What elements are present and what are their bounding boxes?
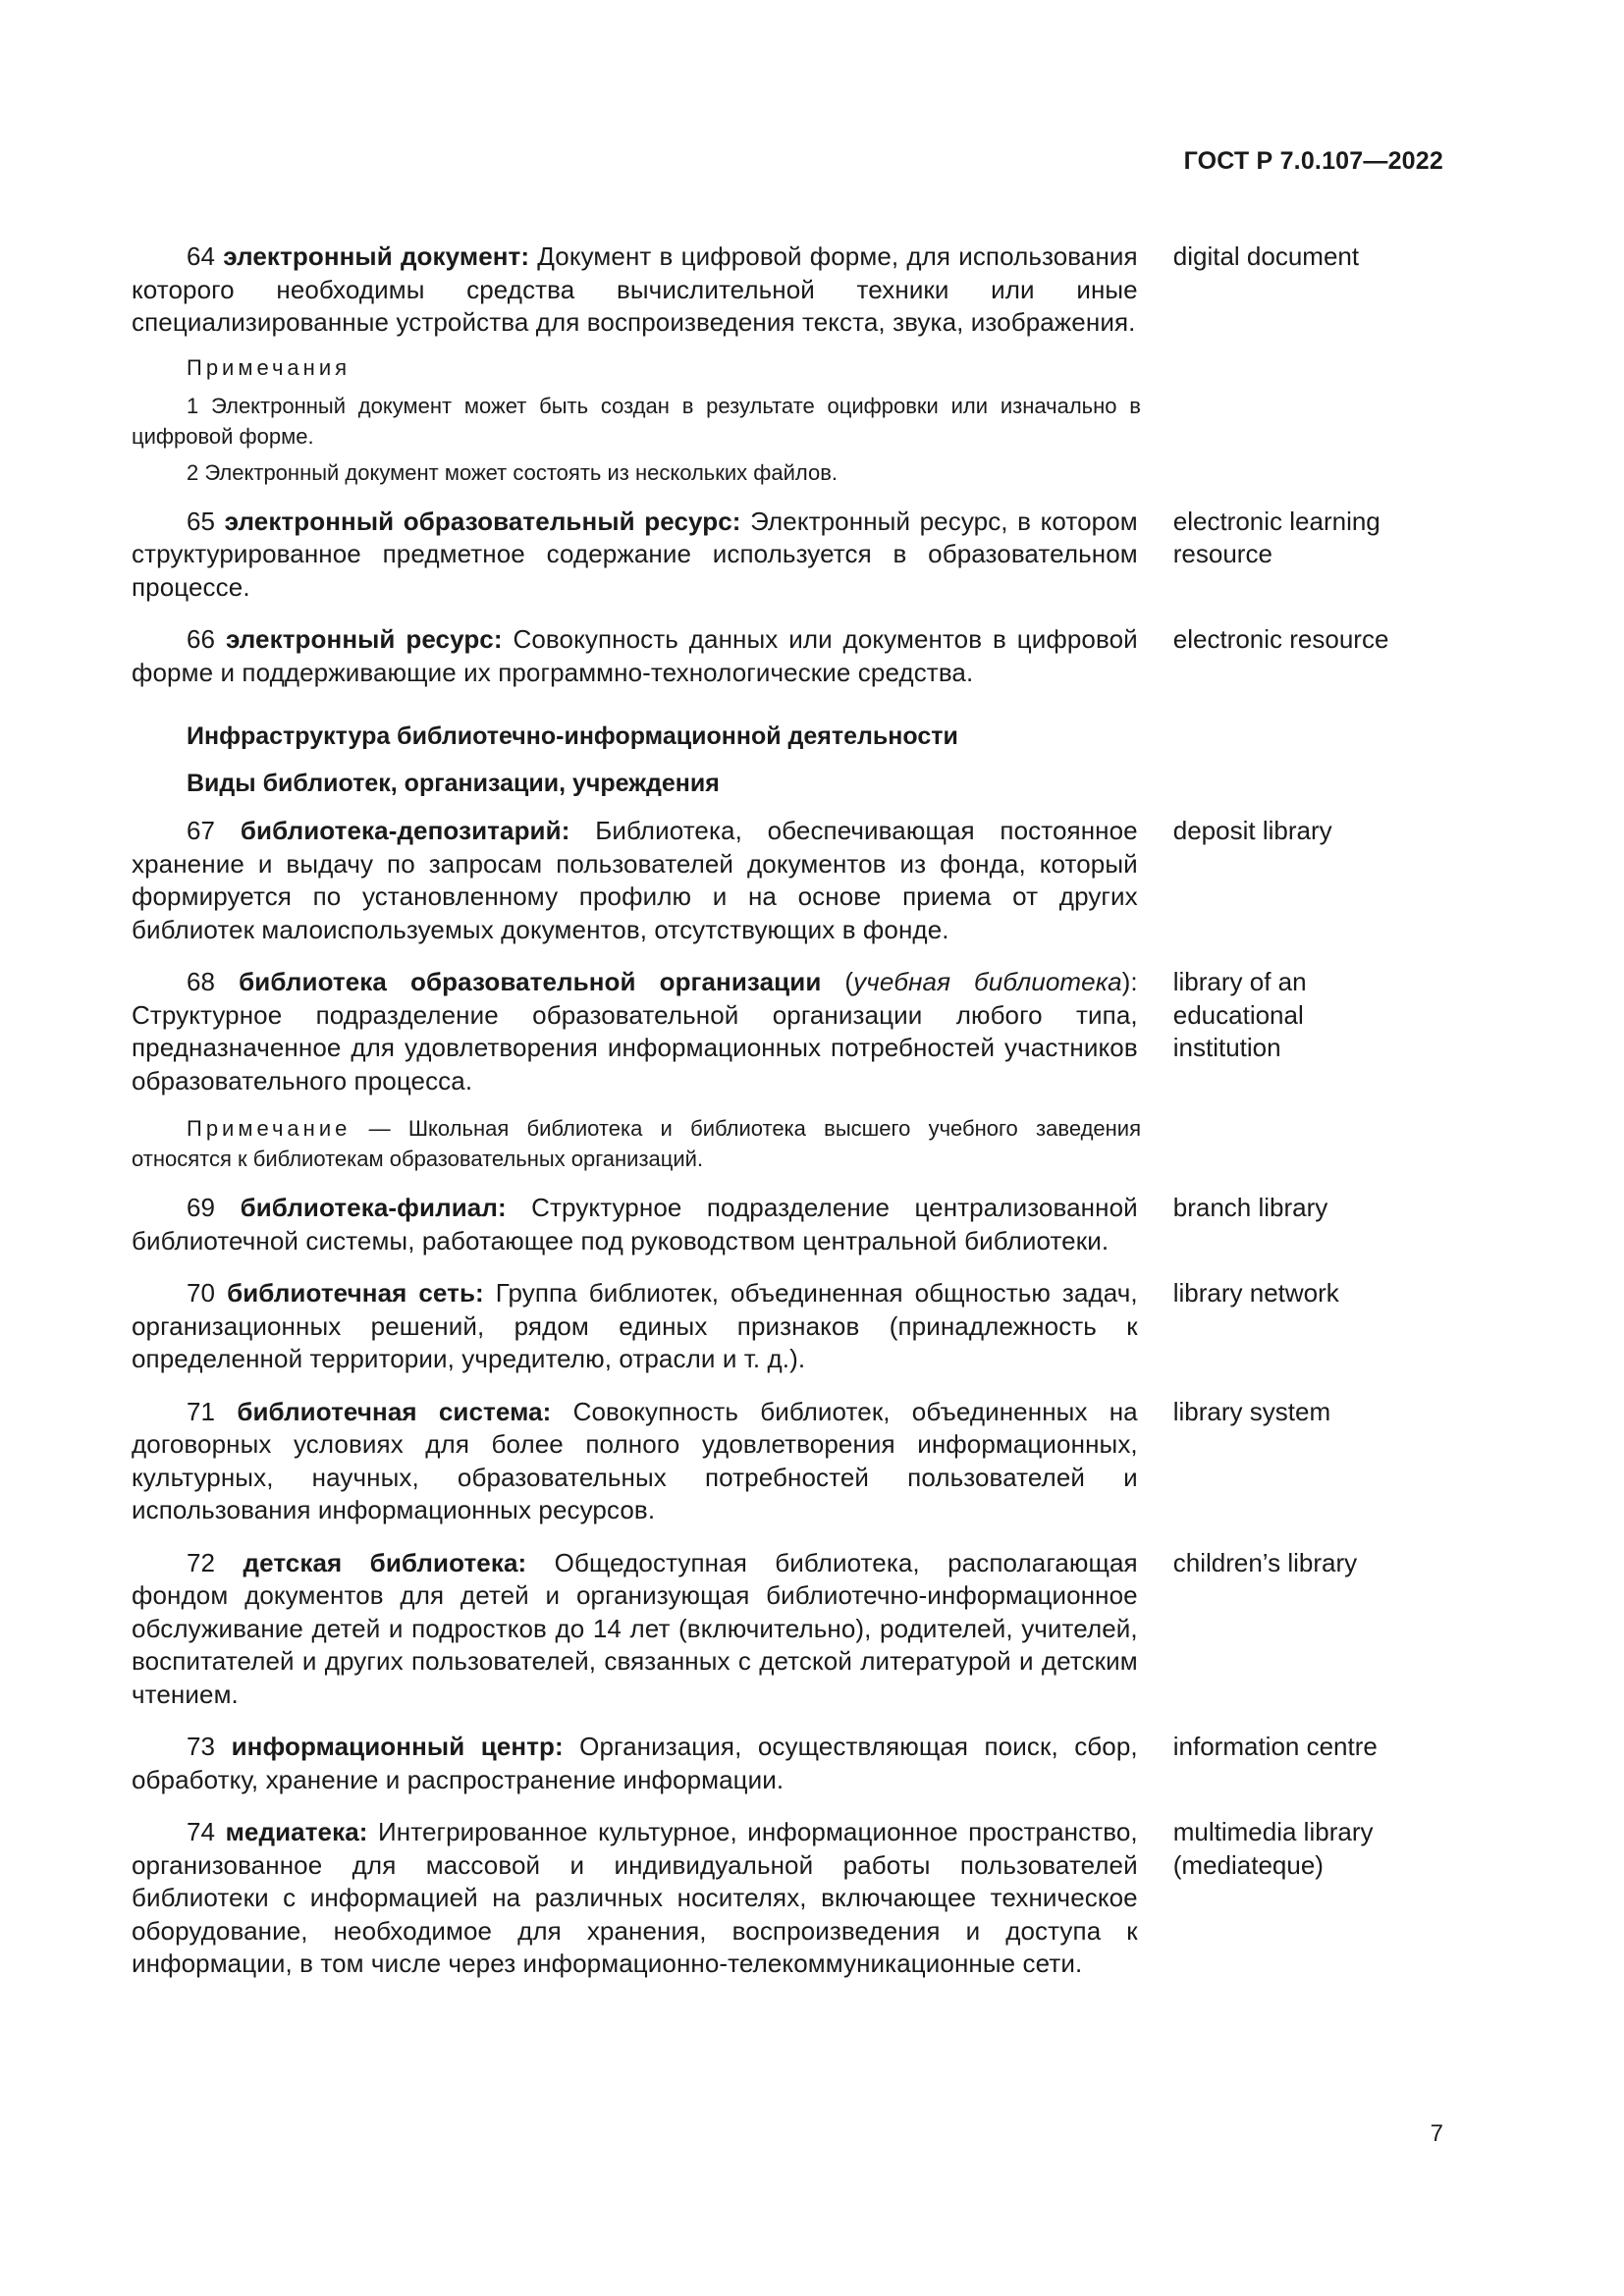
term-entry-64: [132, 240, 1408, 340]
term-number: 73: [187, 1732, 216, 1761]
english-equivalent: electronic resource: [1172, 624, 1389, 654]
note-text: — Школьная библиотека и библиотека высшего учебного заведения относятся к библиотекам образовательных организаций.: [132, 1116, 1141, 1171]
term-name: медиатека:: [225, 1817, 368, 1846]
english-equivalent: information centre: [1172, 1732, 1378, 1761]
note-item: [132, 1113, 1141, 1174]
term-name: библиотечная система:: [237, 1396, 552, 1426]
section-heading-library-types: Виды библиотек, организации, учреждения: [187, 770, 720, 797]
definition-text: Группа библиотек, объединенная общностью задач, организационных решений, рядом единых признаков (принадлежность к определенной территории, учредителю, отрасли и т. д.).: [132, 1278, 1138, 1373]
term-entry-71: [132, 1396, 1408, 1527]
definition-text: Организация, осуществляющая поиск, сбор, обработку, хранение и распространение информации.: [132, 1732, 1138, 1794]
term-number: 65: [187, 506, 216, 536]
definition-text: Библиотека, обеспечивающая постоянное хранение и выдачу по запросам пользователей документов из фонда, который формируется по установленному профилю и на основе приема от других библиотек малоиспользуемых документов, отсутствующих в фонде.: [132, 816, 1138, 944]
note-item: 1 Электронный документ может быть создан в результате оцифровки или изначально в цифровой форме.: [132, 393, 1141, 449]
term-number: 71: [187, 1396, 216, 1426]
term-name: электронный образовательный ресурс:: [224, 506, 741, 536]
term-entry-69: [132, 1192, 1408, 1257]
term-name: библиотека-депозитарий:: [240, 816, 570, 845]
paren-close: ):: [1121, 967, 1138, 996]
term-definition: [132, 1277, 1138, 1376]
term-definition: [132, 1192, 1138, 1257]
definition-text: Электронный ресурс, в котором структурированное предметное содержание используется в образовательном процессе.: [132, 506, 1138, 602]
english-equivalent: library of an educational institution: [1172, 967, 1307, 1062]
notes-block-64: [132, 355, 1141, 488]
term-name: информационный центр:: [231, 1732, 564, 1761]
term-entry-67: [132, 815, 1408, 946]
term-name: электронный документ:: [223, 241, 530, 271]
term-number: 69: [187, 1193, 216, 1222]
term-entry-73: [132, 1731, 1408, 1796]
term-entry-72: [132, 1547, 1408, 1712]
definition-text: Совокупность библиотек, объединенных на договорных условиях для более полного удовлетворения информационных, культурных, научных, образовательных потребностей пользователей и использования информационных ресурсов.: [132, 1396, 1138, 1524]
term-number: 66: [187, 624, 216, 654]
english-equivalent: deposit library: [1172, 816, 1332, 845]
term-name: библиотека-филиал:: [240, 1193, 507, 1222]
term-definition: [132, 1731, 1138, 1796]
document-code: ГОСТ Р 7.0.107—2022: [1183, 147, 1443, 175]
paren-open: (: [821, 967, 854, 996]
notes-title: Примечания: [187, 354, 352, 380]
definition-text: Общедоступная библиотека, располагающая фондом документов для детей и организующая библиотечно-информационное обслуживание детей и подростков до 14 лет (включительно), родителей, учителей, воспитателей и других пользователей, связанных с детской литературой и детским чтением.: [132, 1547, 1138, 1709]
term-entry-66: [132, 623, 1408, 689]
english-equivalent: electronic learning resource: [1172, 506, 1380, 568]
term-name: детская библиотека:: [243, 1547, 527, 1577]
term-definition: [132, 1547, 1138, 1712]
term-name: библиотека образовательной организации: [239, 967, 822, 996]
note-item: 2 Электронный документ может состоять из нескольких файлов.: [187, 459, 839, 485]
english-equivalent: digital document: [1172, 241, 1360, 271]
note-label: Примечание: [187, 1116, 352, 1141]
note-block-68: [132, 1113, 1141, 1174]
page-number: 7: [1430, 2120, 1443, 2147]
definition-text: Интегрированное культурное, информационное пространство, организованное для массовой и индивидуальной работы пользователей библиотеки с информацией на различных носителях, включающее техническое оборудование, необходимое для хранения, воспроизведения и доступа к информации, в том числе через информационно-телекоммуникационные сети.: [132, 1817, 1138, 1978]
definition-text: Структурное подразделение централизованной библиотечной системы, работающее под руководством центральной библиотеки.: [132, 1193, 1138, 1255]
english-equivalent: library network: [1172, 1278, 1339, 1308]
term-number: 72: [187, 1547, 216, 1577]
term-number: 74: [187, 1817, 216, 1846]
definition-text: Документ в цифровой форме, для использования которого необходимы средства вычислительной техники или иные специализированные устройства для воспроизведения текста, звука, изображения.: [132, 241, 1138, 337]
page-content: [132, 240, 1408, 2001]
synonym-term: учебная библиотека: [853, 967, 1122, 996]
english-equivalent: library system: [1172, 1396, 1331, 1426]
english-equivalent: children’s library: [1172, 1547, 1358, 1577]
term-entry-68: [132, 966, 1408, 1097]
english-equivalent: branch library: [1172, 1193, 1328, 1222]
term-definition: [132, 240, 1138, 340]
term-name: библиотечная сеть:: [227, 1278, 484, 1308]
term-entry-74: [132, 1816, 1408, 1981]
term-name: электронный ресурс:: [225, 624, 503, 654]
term-definition: [132, 623, 1138, 689]
term-definition: [132, 815, 1138, 946]
term-definition: [132, 506, 1138, 605]
term-number: 67: [187, 816, 216, 845]
term-entry-65: [132, 506, 1408, 605]
term-entry-70: [132, 1277, 1408, 1376]
definition-text: Структурное подразделение образовательной организации любого типа, предназначенное для удовлетворения информационных потребностей участников образовательного процесса.: [132, 999, 1138, 1095]
definition-text: Совокупность данных или документов в цифровой форме и поддерживающие их программно-технологические средства.: [132, 624, 1138, 687]
section-heading-infrastructure: Инфраструктура библиотечно-информационной деятельности: [187, 722, 958, 750]
english-equivalent: multimedia library (mediateque): [1172, 1817, 1374, 1880]
term-definition: [132, 1816, 1138, 1981]
term-number: 68: [187, 967, 216, 996]
term-definition: [132, 1396, 1138, 1527]
term-definition: [132, 966, 1138, 1097]
term-number: 70: [187, 1278, 216, 1308]
term-number: 64: [187, 241, 216, 271]
